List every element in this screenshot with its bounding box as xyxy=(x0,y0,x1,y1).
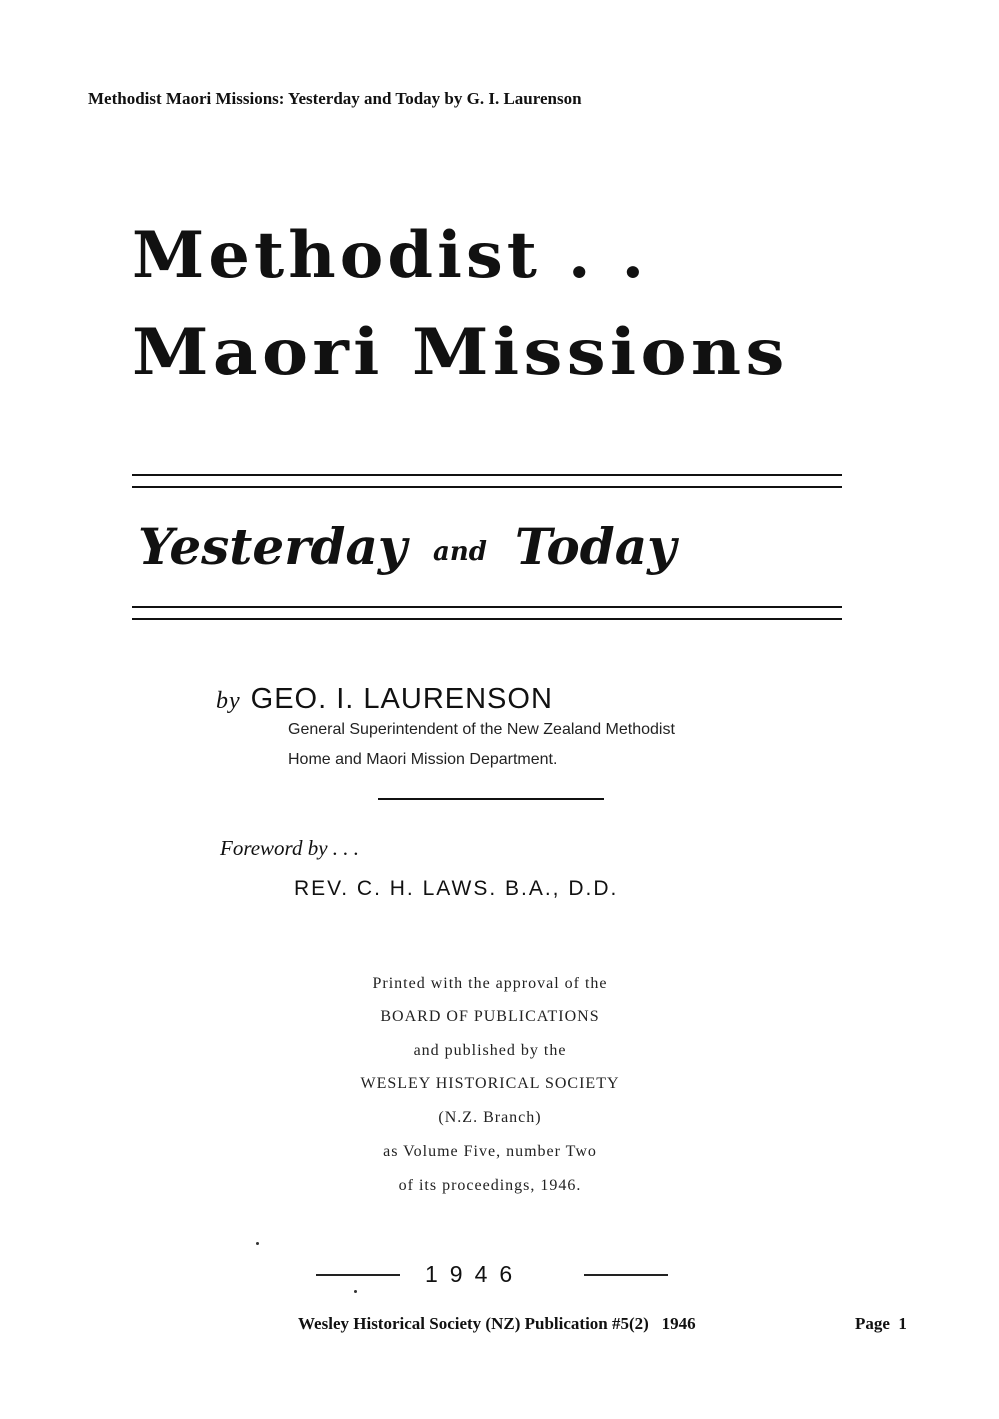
print-speck xyxy=(354,1290,357,1293)
imprint-line-4: WESLEY HISTORICAL SOCIETY xyxy=(360,1075,620,1092)
running-header: Methodist Maori Missions: Yesterday and Today by G. I. Laurenson xyxy=(88,89,582,108)
foreword-author: REV. C. H. LAWS. B.A., D.D. xyxy=(294,877,619,900)
imprint-line-5: (N.Z. Branch) xyxy=(438,1109,542,1126)
separator-rule xyxy=(378,798,604,800)
year-rule-left xyxy=(316,1274,400,1276)
imprint-line-6: as Volume Five, number Two xyxy=(383,1143,597,1160)
footer-page-number: Page 1 xyxy=(855,1314,907,1333)
imprint-line-2: BOARD OF PUBLICATIONS xyxy=(380,1008,600,1025)
title-line-1: Methodist . . xyxy=(132,218,649,293)
rule-bottom-1 xyxy=(132,606,842,608)
subtitle-today: Today xyxy=(514,517,677,576)
imprint-line-3: and published by the xyxy=(413,1042,567,1059)
title-line-2: Maori Missions xyxy=(132,315,789,390)
by-label: by xyxy=(216,688,241,714)
author-byline xyxy=(216,683,553,716)
foreword-label: Foreword by . . . xyxy=(220,836,360,860)
rule-bottom-2 xyxy=(132,618,842,620)
year-rule-right xyxy=(584,1274,668,1276)
footer-publication: Wesley Historical Society (NZ) Publication #5(2) 1946 xyxy=(298,1314,696,1333)
imprint-line-1: Printed with the approval of the xyxy=(372,975,608,992)
author-name: GEO. I. LAURENSON xyxy=(250,683,553,715)
subtitle-yesterday: Yesterday xyxy=(138,517,407,576)
print-speck xyxy=(256,1242,259,1245)
author-description-line-1: General Superintendent of the New Zealand Methodist xyxy=(288,721,675,738)
imprint-line-7: of its proceedings, 1946. xyxy=(398,1177,582,1194)
rule-top-2 xyxy=(132,486,842,488)
rule-top-1 xyxy=(132,474,842,476)
author-description-line-2: Home and Maori Mission Department. xyxy=(288,751,558,768)
subtitle-and: and xyxy=(432,537,487,567)
year-mark: 1946 xyxy=(425,1261,525,1287)
subtitle xyxy=(138,517,676,576)
